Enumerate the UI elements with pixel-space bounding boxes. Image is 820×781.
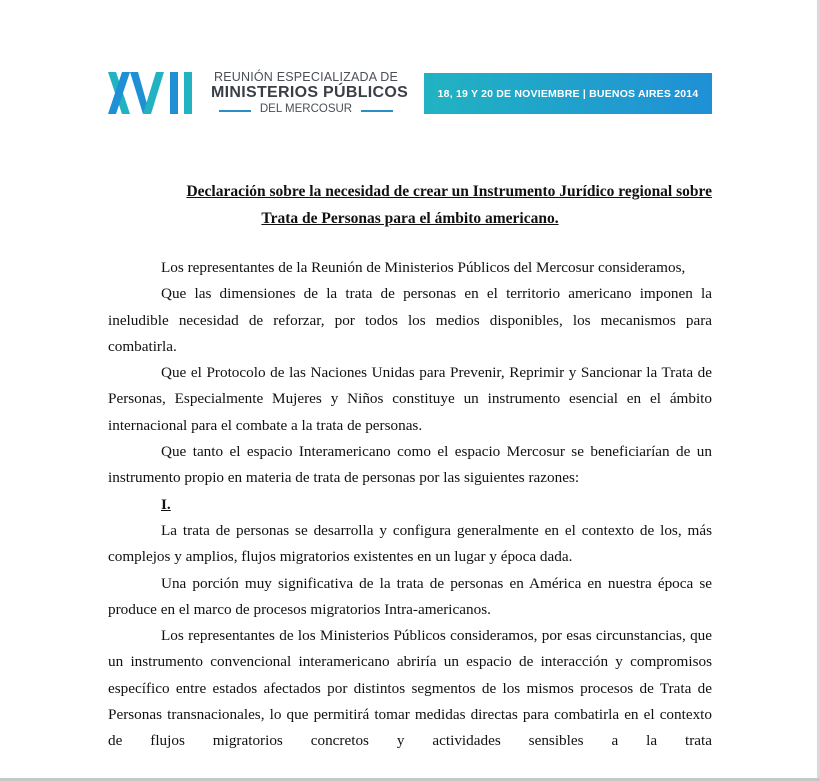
document-body: [108, 255, 712, 755]
document-header: [108, 70, 712, 116]
title-line-1: Declaración sobre la necesidad de crear un Instrumento Jurídico regional sobre: [186, 183, 712, 200]
section-paragraph-3: Los representantes de los Ministerios Públicos consideramos, por esas circunstancias, que un instrumento convencional interamericano abriría un espacio de interacción y compromisos específico entre estados afectados por distintos segmentos de los mismos procesos de Trata de Personas transnacionales, lo que permitirá tomar medidas directas para combatirla en el contexto de flujos migratorios concretos y actividades sensibles a la trata: [108, 627, 712, 750]
title-line-2: Trata de Personas para el ámbito americano.: [261, 210, 559, 227]
meeting-name-line1: REUNIÓN ESPECIALIZADA DE: [213, 70, 398, 84]
meeting-name: [211, 70, 409, 116]
section-number: I.: [161, 495, 171, 513]
meeting-name-line2: MINISTERIOS PÚBLICOS: [211, 84, 409, 101]
paragraph-3: Que el Protocolo de las Naciones Unidas para Prevenir, Reprimir y Sancionar la Trata de Personas, Especialmente Mujeres y Niños constituye un instrumento esencial en el ámbito internacional para el combate a la trata de personas.: [108, 364, 712, 434]
decorative-rule-right: [361, 110, 393, 112]
date-banner: 18, 19 Y 20 DE NOVIEMBRE | BUENOS AIRES 2014: [424, 73, 712, 114]
section-paragraph-2: Una porción muy significativa de la trata de personas en América en nuestra época se produce en el marco de procesos migratorios Intra-americanos.: [108, 574, 712, 618]
section-paragraph-1: La trata de personas se desarrolla y configura generalmente en el contexto de los, más complejos y amplios, flujos migratorios existentes en un lugar y época dada.: [108, 521, 712, 566]
meeting-name-line3: DEL MERCOSUR: [259, 103, 353, 115]
paragraph-1: Los representantes de la Reunión de Ministerios Públicos del Mercosur consideramos,: [161, 259, 686, 276]
paragraph-4: Que tanto el espacio Interamericano como el espacio Mercosur se beneficiarían de un instrumento propio en materia de trata de personas por las siguientes razones:: [108, 443, 712, 487]
document-title: [108, 178, 712, 232]
xvii-logo-icon: [108, 70, 200, 116]
paragraph-2: Que las dimensiones de la trata de personas en el territorio americano imponen la ineludible necesidad de reforzar, por todos los medios disponibles, los mecanismos para combatirla.: [108, 285, 712, 355]
